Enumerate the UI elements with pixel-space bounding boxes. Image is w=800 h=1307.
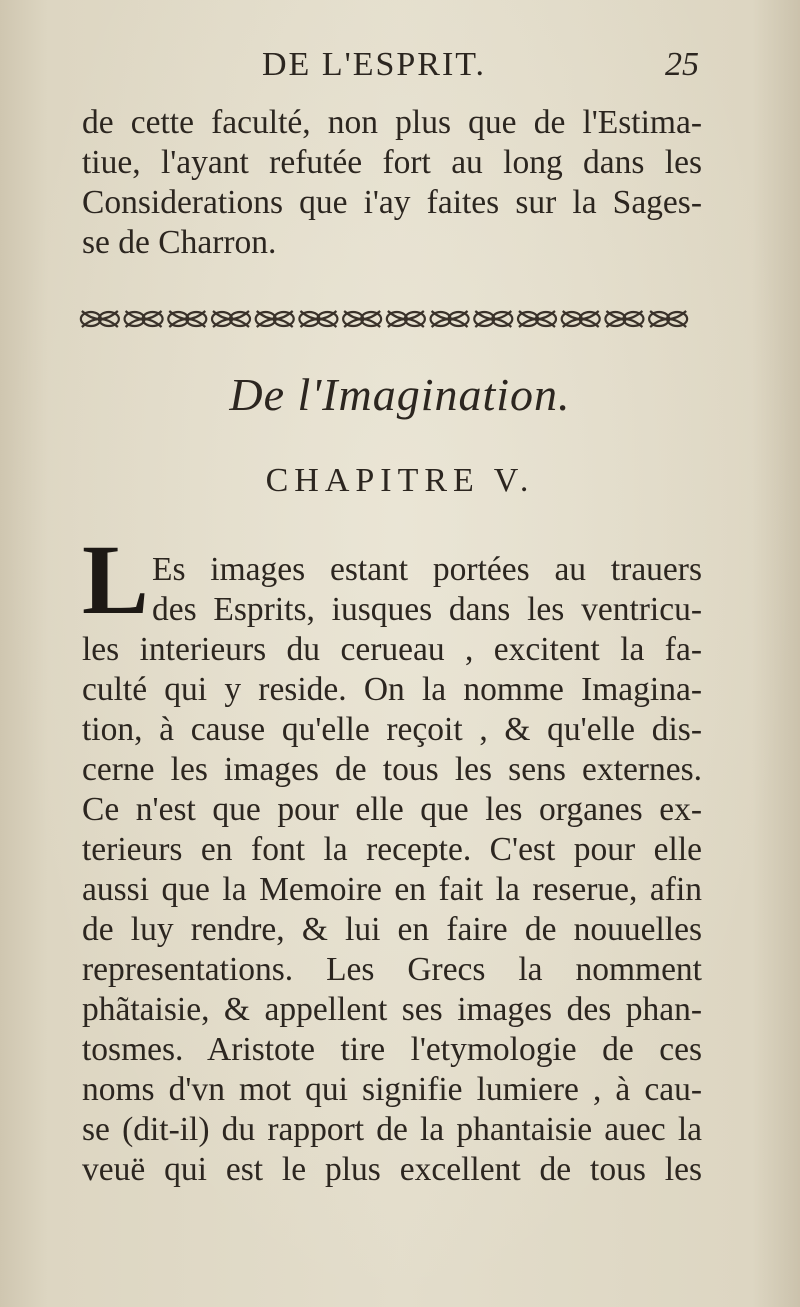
text-line: noms d'vn mot qui signifie lumiere , à cau- [82, 1071, 702, 1108]
text-line: se de Charron. [82, 224, 277, 261]
ornament-motif [562, 311, 600, 327]
page-number: 25 [665, 46, 699, 83]
text-line: de cette faculté, non plus que de l'Estima- [82, 104, 702, 141]
text-line: terieurs en font la recepte. C'est pour elle [82, 831, 702, 868]
ornament-motif [518, 311, 556, 327]
page-header [0, 46, 800, 96]
text-line: de luy rendre, & lui en faire de nouuelles [82, 911, 702, 948]
text-line: tiue, l'ayant refutée fort au long dans les [82, 144, 702, 181]
text-line: Ce n'est que pour elle que les organes ex- [82, 791, 702, 828]
text-line: aussi que la Memoire en fait la reserue, afin [82, 871, 702, 908]
text-line: tion, à cause qu'elle reçoit , & qu'elle dis- [82, 711, 702, 748]
text-line: cerne les images de tous les sens externes. [82, 751, 702, 788]
printers-ornament [78, 305, 690, 333]
text-line: Es images estant portées au trauers [152, 551, 702, 588]
ornament-motif [299, 311, 337, 327]
text-line: culté qui y reside. On la nomme Imagina- [82, 671, 702, 708]
ornament-motif [605, 311, 643, 327]
ornament-motif [431, 311, 469, 327]
text-line: phãtaisie, & appellent ses images des phan- [82, 991, 702, 1028]
text-line: Considerations que i'ay faites sur la Sages- [82, 184, 702, 221]
running-head: DE L'ESPRIT. [262, 46, 487, 83]
text-line: tosmes. Aristote tire l'etymologie de ces [82, 1031, 702, 1068]
text-line: les interieurs du cerueau , excitent la fa- [82, 631, 702, 668]
text-line: veuë qui est le plus excellent de tous les [82, 1151, 702, 1188]
ornament-motif [387, 311, 425, 327]
chapter-heading: CHAPITRE V. [265, 462, 535, 499]
ornament-motif [343, 311, 381, 327]
ornament-motif [256, 311, 294, 327]
text-line: representations. Les Grecs la nomment [82, 951, 702, 988]
ornament-motif [168, 311, 206, 327]
ornament-motif [212, 311, 250, 327]
drop-cap: L [82, 524, 149, 635]
text-line: des Esprits, iusques dans les ventricu- [152, 591, 702, 628]
section-title: De l'Imagination. [229, 369, 571, 420]
ornament-motif [81, 311, 119, 327]
ornament-motif [125, 311, 163, 327]
ornament-motif [649, 311, 687, 327]
ornament-motif [474, 311, 512, 327]
text-line: se (dit-il) du rapport de la phantaisie auec la [82, 1111, 702, 1148]
